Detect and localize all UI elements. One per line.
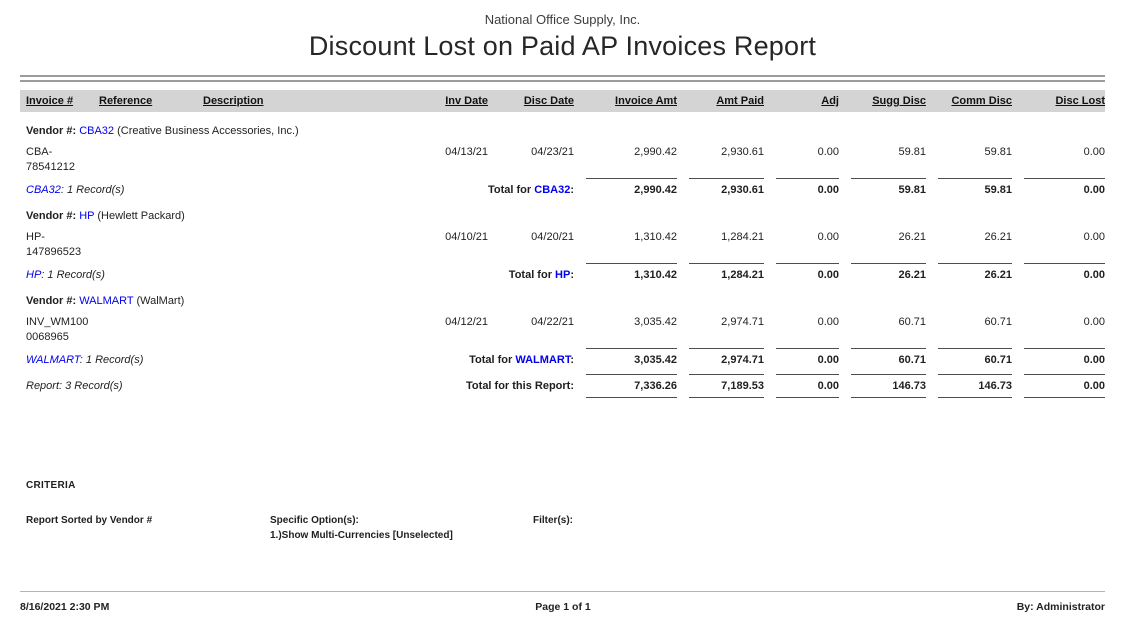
- footer-page-number: Page 1 of 1: [535, 601, 591, 613]
- invoice-number-line2: 147896523: [26, 246, 82, 258]
- record-count-text: : 1 Record(s): [41, 269, 105, 281]
- total-invoice-amt: 3,035.42: [586, 348, 677, 367]
- col-sugg-disc: Sugg Disc: [872, 95, 926, 107]
- report-footer: [20, 591, 1105, 613]
- vendor-label: Vendor #:: [26, 210, 77, 222]
- record-count-text: : 1 Record(s): [79, 354, 144, 366]
- total-disc-lost: 0.00: [1024, 348, 1105, 367]
- invoice-number-line2: 0068965: [26, 331, 69, 343]
- adj-cell: 0.00: [817, 316, 839, 328]
- column-header-bar: [20, 90, 1105, 112]
- inv-date-cell: 04/10/21: [445, 231, 488, 243]
- total-invoice-amt: 2,990.42: [586, 178, 677, 197]
- inv-date-cell: 04/13/21: [445, 146, 488, 158]
- vendor-code-link[interactable]: WALMART: [515, 354, 571, 366]
- report-total-adj: 0.00: [776, 374, 839, 398]
- report-total-row: [20, 374, 1105, 398]
- invoice-row-cba32: [20, 145, 1105, 175]
- amt-paid-cell: 2,930.61: [721, 146, 764, 158]
- sugg-disc-cell: 26.21: [898, 231, 926, 243]
- reference-cell: [99, 145, 203, 175]
- col-adj: Adj: [821, 95, 839, 107]
- total-amt-paid: 1,284.21: [689, 263, 764, 282]
- record-count-text: : 1 Record(s): [60, 184, 125, 196]
- col-description: Description: [203, 95, 264, 107]
- total-sugg-disc: 60.71: [851, 348, 926, 367]
- invoice-amt-cell: 1,310.42: [634, 231, 677, 243]
- total-comm-disc: 59.81: [938, 178, 1012, 197]
- adj-cell: 0.00: [817, 146, 839, 158]
- invoice-number-cell: [20, 230, 99, 260]
- invoice-row-hp: [20, 230, 1105, 260]
- vendor-total-label: Total for HP:: [508, 269, 574, 281]
- col-invoice-amt: Invoice Amt: [615, 95, 677, 107]
- vendor-code-link[interactable]: CBA32: [26, 184, 61, 196]
- vendor-code-link[interactable]: HP: [79, 210, 95, 222]
- vendor-code-link[interactable]: CBA32: [534, 184, 571, 196]
- report-total-invoice-amt: 7,336.26: [586, 374, 677, 398]
- disc-lost-cell: 0.00: [1083, 146, 1105, 158]
- disc-date-cell: 04/22/21: [531, 316, 574, 328]
- invoice-number-cell: [20, 315, 99, 345]
- report-title: Discount Lost on Paid AP Invoices Report: [308, 31, 817, 61]
- vendor-total-label: Total for WALMART:: [469, 354, 574, 366]
- description-cell: [203, 230, 415, 260]
- vendor-name: (WalMart): [136, 295, 185, 307]
- criteria-filters-label: Filter(s):: [533, 515, 573, 526]
- sugg-disc-cell: 59.81: [898, 146, 926, 158]
- inv-date-cell: 04/12/21: [445, 316, 488, 328]
- total-adj: 0.00: [776, 263, 839, 282]
- vendor-name: (Creative Business Accessories, Inc.): [117, 125, 299, 137]
- report-total-comm-disc: 146.73: [938, 374, 1012, 398]
- invoice-row-walmart: [20, 315, 1105, 345]
- comm-disc-cell: 59.81: [984, 146, 1012, 158]
- vendor-label: Vendor #:: [26, 295, 77, 307]
- vendor-record-count: [20, 183, 415, 197]
- criteria-options-label: Specific Option(s):: [270, 515, 359, 526]
- report-record-count: Report: 3 Record(s): [26, 380, 123, 392]
- vendor-code-link[interactable]: WALMART: [79, 295, 134, 307]
- total-comm-disc: 60.71: [938, 348, 1012, 367]
- criteria-heading: CRITERIA: [26, 480, 76, 491]
- header-double-rule: [20, 75, 1105, 82]
- vendor-code-link[interactable]: HP: [26, 269, 42, 281]
- vendor-header-walmart: [20, 295, 1105, 307]
- reference-cell: [99, 230, 203, 260]
- comm-disc-cell: 26.21: [984, 231, 1012, 243]
- footer-generated-by: By: Administrator: [1016, 601, 1105, 613]
- invoice-number-line2: 78541212: [26, 161, 75, 173]
- col-reference: Reference: [99, 95, 153, 107]
- vendor-code-link[interactable]: HP: [555, 269, 571, 281]
- col-comm-disc: Comm Disc: [951, 95, 1012, 107]
- vendor-header-hp: [20, 210, 1105, 222]
- col-inv-date: Inv Date: [445, 95, 488, 107]
- report-total-disc-lost: 0.00: [1024, 374, 1105, 398]
- vendor-code-link[interactable]: WALMART: [26, 354, 80, 366]
- vendor-code-link[interactable]: CBA32: [79, 125, 115, 137]
- description-cell: [203, 315, 415, 345]
- invoice-amt-cell: 2,990.42: [634, 146, 677, 158]
- comm-disc-cell: 60.71: [984, 316, 1012, 328]
- total-disc-lost: 0.00: [1024, 178, 1105, 197]
- adj-cell: 0.00: [817, 231, 839, 243]
- total-sugg-disc: 59.81: [851, 178, 926, 197]
- invoice-number-cell: [20, 145, 99, 175]
- report-total-amt-paid: 7,189.53: [689, 374, 764, 398]
- disc-date-cell: 04/20/21: [531, 231, 574, 243]
- vendor-name: (Hewlett Packard): [97, 210, 185, 222]
- footer-datetime: 8/16/2021 2:30 PM: [20, 601, 110, 613]
- reference-cell: [99, 315, 203, 345]
- criteria-options: [265, 513, 533, 543]
- vendor-total-row-cba32: [20, 178, 1105, 197]
- criteria-row: [20, 513, 1105, 543]
- description-cell: [203, 145, 415, 175]
- invoice-amt-cell: 3,035.42: [634, 316, 677, 328]
- report-total-label: Total for this Report:: [466, 380, 574, 392]
- vendor-total-row-hp: [20, 263, 1105, 282]
- total-adj: 0.00: [776, 348, 839, 367]
- disc-lost-cell: 0.00: [1083, 231, 1105, 243]
- company-name: National Office Supply, Inc.: [484, 12, 641, 27]
- vendor-total-row-walmart: [20, 348, 1105, 367]
- sugg-disc-cell: 60.71: [898, 316, 926, 328]
- total-invoice-amt: 1,310.42: [586, 263, 677, 282]
- total-sugg-disc: 26.21: [851, 263, 926, 282]
- col-disc-lost: Disc Lost: [1055, 95, 1105, 107]
- col-disc-date: Disc Date: [523, 95, 574, 107]
- criteria-sorted-by: Report Sorted by Vendor #: [26, 515, 153, 526]
- col-invoice-number: Invoice #: [26, 95, 74, 107]
- vendor-header-cba32: [20, 125, 1105, 137]
- invoice-number-line1: INV_WM100: [26, 316, 89, 328]
- vendor-label: Vendor #:: [26, 125, 77, 137]
- criteria-option-1: 1.)Show Multi-Currencies [Unselected]: [270, 530, 453, 541]
- disc-date-cell: 04/23/21: [531, 146, 574, 158]
- vendor-record-count: [20, 268, 415, 282]
- invoice-number-line1: CBA-: [26, 146, 53, 158]
- total-amt-paid: 2,974.71: [689, 348, 764, 367]
- report-total-sugg-disc: 146.73: [851, 374, 926, 398]
- total-disc-lost: 0.00: [1024, 263, 1105, 282]
- invoice-number-line1: HP-: [26, 231, 45, 243]
- disc-lost-cell: 0.00: [1083, 316, 1105, 328]
- amt-paid-cell: 2,974.71: [721, 316, 764, 328]
- total-comm-disc: 26.21: [938, 263, 1012, 282]
- total-amt-paid: 2,930.61: [689, 178, 764, 197]
- amt-paid-cell: 1,284.21: [721, 231, 764, 243]
- col-amt-paid: Amt Paid: [716, 95, 764, 107]
- total-adj: 0.00: [776, 178, 839, 197]
- vendor-total-label: Total for CBA32:: [488, 184, 574, 196]
- vendor-record-count: [20, 353, 415, 367]
